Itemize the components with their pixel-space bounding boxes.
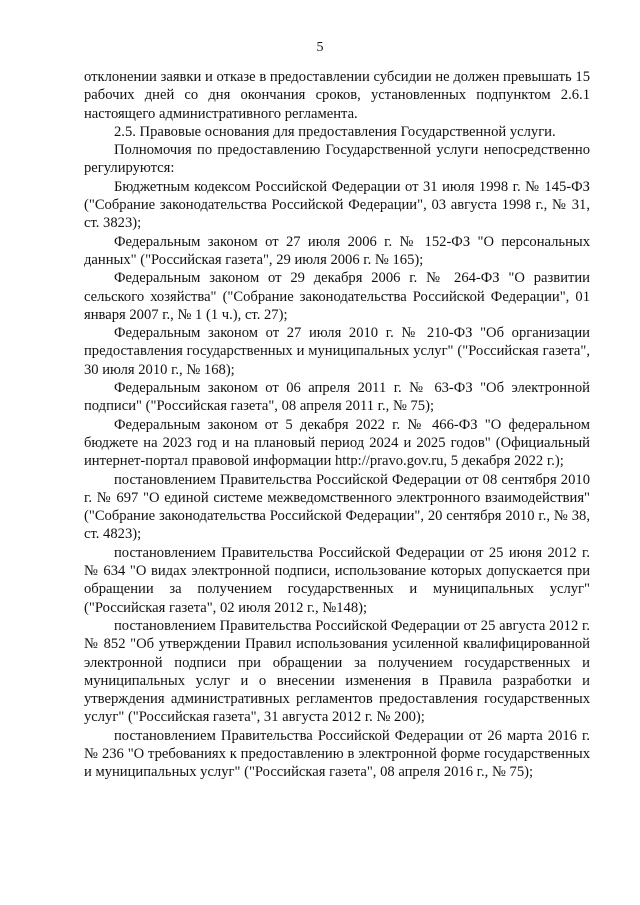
paragraph-law-264: Федеральным законом от 29 декабря 2006 г. № 264-ФЗ "О развитии сельского хозяйства" ("Собрание законодательства Российской Федерации", 01 января 2007 г., № 1 (1 ч.), ст. 27); (84, 270, 590, 323)
paragraph-law-210: Федеральным законом от 27 июля 2010 г. № 210-ФЗ "Об организации предоставления государственных и муниципальных услуг" ("Российская газета", 30 июля 2010 г., № 168); (84, 325, 590, 378)
paragraph-decree-236: постановлением Правительства Российской Федерации от 26 марта 2016 г. № 236 "О требованиях к предоставлению в электронной форме государственных и муниципальных услуг" ("Российская газета", 08 апреля 2016 г., № 75); (84, 727, 590, 781)
paragraph-decree-852: постановлением Правительства Российской Федерации от 25 августа 2012 г. № 852 "Об утверждении Правил использования усиленной квалифицированной электронной подписи при обращении за получением государственных и муниципальных услуг и о внесении изменения в Правила разработки и утверждения административных регламентов предоставления государственных услуг" ("Российская газета", 31 августа 2012 г. № 200); (84, 617, 590, 726)
document-body (84, 68, 590, 782)
paragraph-decree-697: постановлением Правительства Российской Федерации от 08 сентября 2010 г. № 697 "О единой системе межведомственного электронного взаимодействия" ("Собрание законодательства Российской Федерации", 20 сентября 2010 г., № 38, ст. 4823); (84, 471, 590, 543)
paragraph-law-466: Федеральным законом от 5 декабря 2022 г. № 466-ФЗ "О федеральном бюджете на 2023 год и на плановый период 2024 и 2025 годов" (Официальный интернет-портал правовой информации http://pravo.gov.ru, 5 декабря 2022 г.); (84, 416, 590, 470)
section-heading-2-5: 2.5. Правовые основания для предоставления Государственной услуги. (114, 123, 556, 140)
paragraph-decree-634: постановлением Правительства Российской Федерации от 25 июня 2012 г. № 634 "О видах электронной подписи, использование которых допускается при обращении за получением государственных и муниципальных услуг" ("Российская газета", 02 июля 2012 г., №148); (84, 544, 590, 616)
paragraph-budget-code: Бюджетным кодексом Российской Федерации от 31 июля 1998 г. № 145-ФЗ ("Собрание законодательства Российской Федерации", 03 августа 1998 г., № 31, ст. 3823); (84, 178, 590, 232)
paragraph-continuation: отклонении заявки и отказе в предоставлении субсидии не должен превышать 15 рабочих дней со дня окончания сроков, установленных подпунктом 2.6.1 настоящего административного регламента. (84, 69, 590, 122)
paragraph-law-63: Федеральным законом от 06 апреля 2011 г. № 63-ФЗ "Об электронной подписи" ("Российская газета", 08 апреля 2011 г., № 75); (84, 380, 590, 415)
page-number: 5 (316, 40, 324, 55)
paragraph-intro: Полномочия по предоставлению Государственной услуги непосредственно регулируются: (84, 142, 590, 177)
paragraph-law-152: Федеральным законом от 27 июля 2006 г. № 152-ФЗ "О персональных данных" ("Российская газета", 29 июля 2006 г. № 165); (84, 233, 590, 268)
